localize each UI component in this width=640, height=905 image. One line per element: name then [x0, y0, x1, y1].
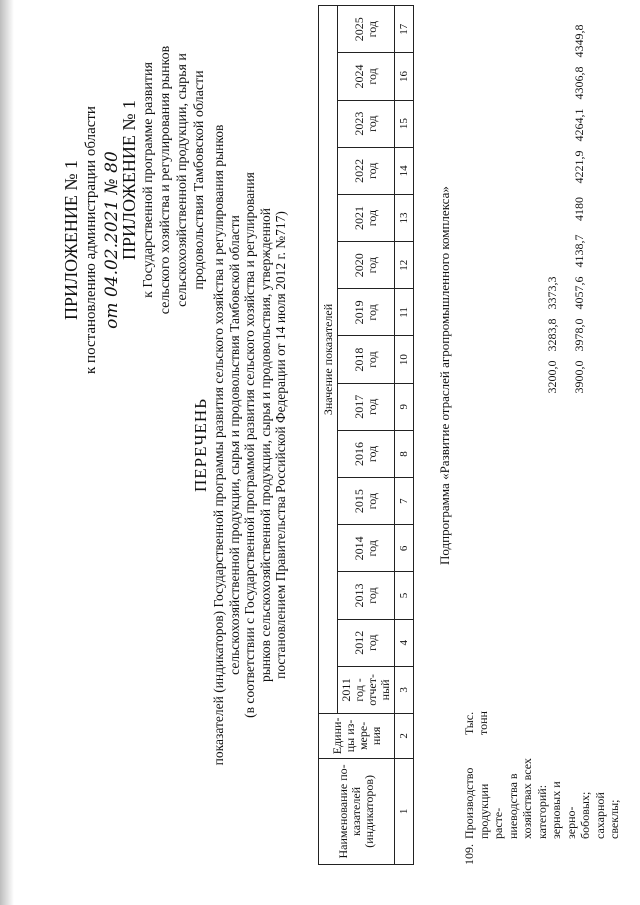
column-number: 14 — [395, 147, 414, 194]
beet-value: 4057,6 — [572, 276, 586, 310]
beet-value: 3900,0 — [572, 360, 586, 394]
beet-value: 4138,7 — [572, 234, 586, 268]
beet-value: 4180 — [572, 197, 586, 221]
row-name — [462, 753, 622, 839]
header-year: 2012 год — [338, 619, 395, 666]
beet-value: 3978,0 — [572, 318, 586, 352]
row-name-line: Производство — [462, 767, 476, 839]
header-year: 2015 год — [338, 478, 395, 525]
row-name-line: ниеводства в — [505, 773, 520, 839]
heading-line: постановлением Правительства Российской Федерации от 14 июля 2012 г. №717) — [273, 211, 288, 679]
header-year: 2018 год — [338, 336, 395, 383]
header-group: Значение показателей — [319, 6, 338, 714]
indicators-table — [318, 5, 414, 865]
header-year: 2016 год — [338, 430, 395, 477]
header-year: 2024 год — [338, 53, 395, 100]
beet-value: 4349,8 — [572, 24, 586, 58]
heading-line: показателей (индикаторов) Государственной программы развития сельского хозяйства и регулирования рынков — [211, 124, 226, 766]
row-name-line: хозяйствах всех — [520, 758, 534, 839]
column-number: 6 — [395, 525, 414, 572]
column-number: 16 — [395, 53, 414, 100]
appendix-to: к постановлению администрации области — [83, 106, 99, 374]
header-year: 2025 год — [338, 6, 395, 53]
column-number: 10 — [395, 336, 414, 383]
row-name-line: категорий: — [534, 784, 549, 839]
heading-line: (в соответствии с Государственной программой развития сельского хозяйства и регулирования — [242, 172, 257, 718]
header-year: 2017 год — [338, 383, 395, 430]
scan-edge — [0, 0, 14, 905]
appendix-header — [60, 30, 123, 450]
data-rows — [452, 5, 632, 865]
column-number: 3 — [395, 666, 414, 713]
grain-value: 3283,8 — [545, 318, 559, 352]
heading-line: сельскохозяйственной продукции, сырья и продовольствия Тамбовской области — [226, 215, 242, 675]
row-name-line: сахарной свеклы; — [592, 792, 621, 839]
beet-value: 4306,8 — [572, 66, 586, 100]
beet-value: 4264,1 — [572, 108, 586, 142]
header-year: 2014 год — [338, 525, 395, 572]
column-number: 12 — [395, 242, 414, 289]
column-number: 5 — [395, 572, 414, 619]
column-number: 7 — [395, 478, 414, 525]
header-year: 2011 год - отчет-ный — [338, 666, 395, 713]
appendix-title: ПРИЛОЖЕНИЕ № 1 — [61, 159, 81, 321]
grain-value: 3373,3 — [545, 276, 559, 310]
column-number: 9 — [395, 383, 414, 430]
subprogram-title: Подпрограмма «Развитие отраслей агропромышленного комплекса» — [437, 186, 452, 565]
column-number: 8 — [395, 430, 414, 477]
header-year: 2020 год — [338, 242, 395, 289]
row-name-line: продукции расте- — [476, 783, 505, 839]
appendix-program-line: к Государственной программе развития — [141, 62, 156, 298]
header-year: 2022 год — [338, 147, 395, 194]
row-name-line: зерновых и зерно- — [549, 781, 578, 839]
beet-value: 4221,9 — [572, 150, 586, 184]
column-number: 1 — [395, 758, 414, 864]
document-heading — [190, 95, 289, 795]
row-name-line: бобовых; — [578, 791, 592, 839]
column-number: 15 — [395, 100, 414, 147]
row-unit: Тыс. тонн — [462, 711, 490, 735]
header-name: Наименование по-казателей (индикаторов) — [319, 758, 395, 864]
header-year: 2021 год — [338, 194, 395, 241]
appendix-program-line: сельскохозяйственной продукции, сырья и — [175, 53, 190, 307]
column-number: 4 — [395, 619, 414, 666]
header-year: 2023 год — [338, 100, 395, 147]
column-number: 11 — [395, 289, 414, 336]
header-year: 2013 год — [338, 572, 395, 619]
grain-value: 3200,0 — [545, 360, 559, 394]
appendix-program-line: сельского хозяйства и регулирования рынков — [158, 45, 173, 315]
document-title: ПЕРЕЧЕНЬ — [191, 398, 210, 492]
row-number: 109. — [462, 844, 476, 865]
header-year: 2019 год — [338, 289, 395, 336]
handwritten-date-number: от 04.02.2021 № 80 — [102, 151, 122, 329]
column-number: 13 — [395, 194, 414, 241]
column-number: 17 — [395, 6, 414, 53]
column-number: 2 — [395, 713, 414, 758]
appendix-program-line: продовольствия Тамбовской области — [192, 70, 207, 290]
appendix-program-title: ПРИЛОЖЕНИЕ № 1 — [119, 99, 139, 261]
heading-line: рынков сельскохозяйственной продукции, сырья и продовольствия, утвержденной — [257, 208, 273, 683]
header-unit: Едини-цы из-мере-ния — [319, 713, 395, 758]
